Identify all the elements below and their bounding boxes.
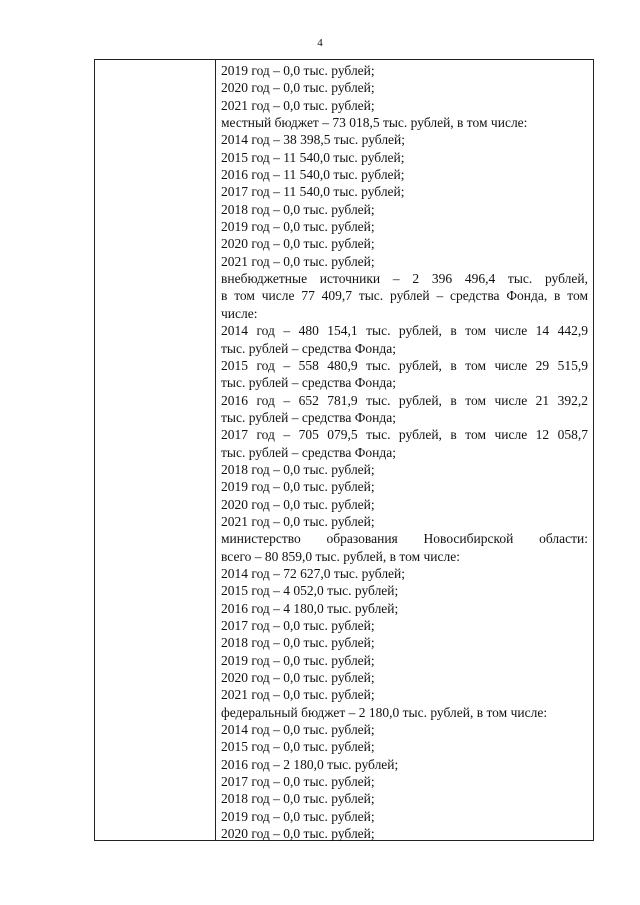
text-line: 2019 год – 0,0 тыс. рублей; bbox=[221, 219, 375, 235]
text-line: 2017 год – 0,0 тыс. рублей; bbox=[221, 618, 375, 633]
text-line: 2021 год – 0,0 тыс. рублей; bbox=[221, 97, 375, 113]
text-line: 2017 год – 0,0 тыс. рублей; bbox=[221, 774, 375, 790]
text-line: 2017 год – 705 079,5 тыс. рублей, в том числе 12 058,7 bbox=[221, 427, 588, 443]
text-line: тыс. рублей – средства Фонда; bbox=[221, 444, 396, 460]
text-line: 2017 год – 11 540,0 тыс. рублей; bbox=[221, 184, 405, 200]
text-line: 2020 год – 0,0 тыс. рублей; bbox=[221, 236, 375, 252]
column-divider bbox=[215, 60, 216, 840]
text-line: федеральный бюджет – 2 180,0 тыс. рублей, в том числе: bbox=[221, 704, 548, 720]
text-line: 2018 год – 0,0 тыс. рублей; bbox=[221, 201, 375, 217]
text-line: 2016 год – 11 540,0 тыс. рублей; bbox=[221, 167, 405, 183]
text-line: 2019 год – 0,0 тыс. рублей; bbox=[221, 63, 375, 78]
text-line: числе: bbox=[221, 305, 258, 321]
text-line: местный бюджет – 73 018,5 тыс. рублей, в том числе: bbox=[221, 115, 528, 131]
text-line: внебюджетные источники – 2 396 496,4 тыс. рублей, bbox=[221, 271, 588, 287]
text-line: 2021 год – 0,0 тыс. рублей; bbox=[221, 253, 375, 269]
text-line: 2021 год – 0,0 тыс. рублей; bbox=[221, 687, 375, 703]
page-number: 4 bbox=[317, 37, 323, 49]
text-line: 2021 год – 0,0 тыс. рублей; bbox=[221, 513, 375, 529]
text-line: в том числе 77 409,7 тыс. рублей – средства Фонда, в том bbox=[221, 288, 588, 304]
text-line: министерство образования Новосибирской области: bbox=[221, 531, 588, 547]
text-line: 2018 год – 0,0 тыс. рублей; bbox=[221, 635, 375, 651]
text-line: 2015 год – 0,0 тыс. рублей; bbox=[221, 739, 375, 755]
text-line: 2015 год – 11 540,0 тыс. рублей; bbox=[221, 149, 405, 165]
text-line: 2014 год – 480 154,1 тыс. рублей, в том числе 14 442,9 bbox=[221, 323, 588, 339]
text-line: 2020 год – 0,0 тыс. рублей; bbox=[221, 826, 375, 842]
text-line: 2020 год – 0,0 тыс. рублей; bbox=[221, 80, 375, 96]
text-line: 2019 год – 0,0 тыс. рублей; bbox=[221, 652, 375, 668]
text-line: 2016 год – 652 781,9 тыс. рублей, в том числе 21 392,2 bbox=[221, 392, 588, 408]
text-line: тыс. рублей – средства Фонда; bbox=[221, 409, 396, 425]
text-line: 2020 год – 0,0 тыс. рублей; bbox=[221, 670, 375, 686]
text-line: всего – 80 859,0 тыс. рублей, в том числе: bbox=[221, 548, 460, 564]
text-line: тыс. рублей – средства Фонда; bbox=[221, 375, 396, 391]
text-line: 2019 год – 0,0 тыс. рублей; bbox=[221, 808, 375, 824]
text-line: 2014 год – 72 627,0 тыс. рублей; bbox=[221, 565, 406, 581]
text-line: 2014 год – 0,0 тыс. рублей; bbox=[221, 722, 375, 738]
text-line: 2019 год – 0,0 тыс. рублей; bbox=[221, 479, 375, 495]
text-line: 2016 год – 2 180,0 тыс. рублей; bbox=[221, 756, 399, 772]
funding-text-cell bbox=[221, 62, 588, 842]
text-line: 2020 год – 0,0 тыс. рублей; bbox=[221, 496, 375, 512]
funding-table bbox=[94, 59, 594, 841]
text-line: тыс. рублей – средства Фонда; bbox=[221, 340, 396, 356]
text-line: 2018 год – 0,0 тыс. рублей; bbox=[221, 461, 375, 477]
text-line: 2015 год – 558 480,9 тыс. рублей, в том числе 29 515,9 bbox=[221, 357, 588, 373]
text-line: 2018 год – 0,0 тыс. рублей; bbox=[221, 791, 375, 807]
text-line: 2015 год – 4 052,0 тыс. рублей; bbox=[221, 583, 399, 599]
text-line: 2016 год – 4 180,0 тыс. рублей; bbox=[221, 600, 399, 616]
text-line: 2014 год – 38 398,5 тыс. рублей; bbox=[221, 132, 406, 148]
